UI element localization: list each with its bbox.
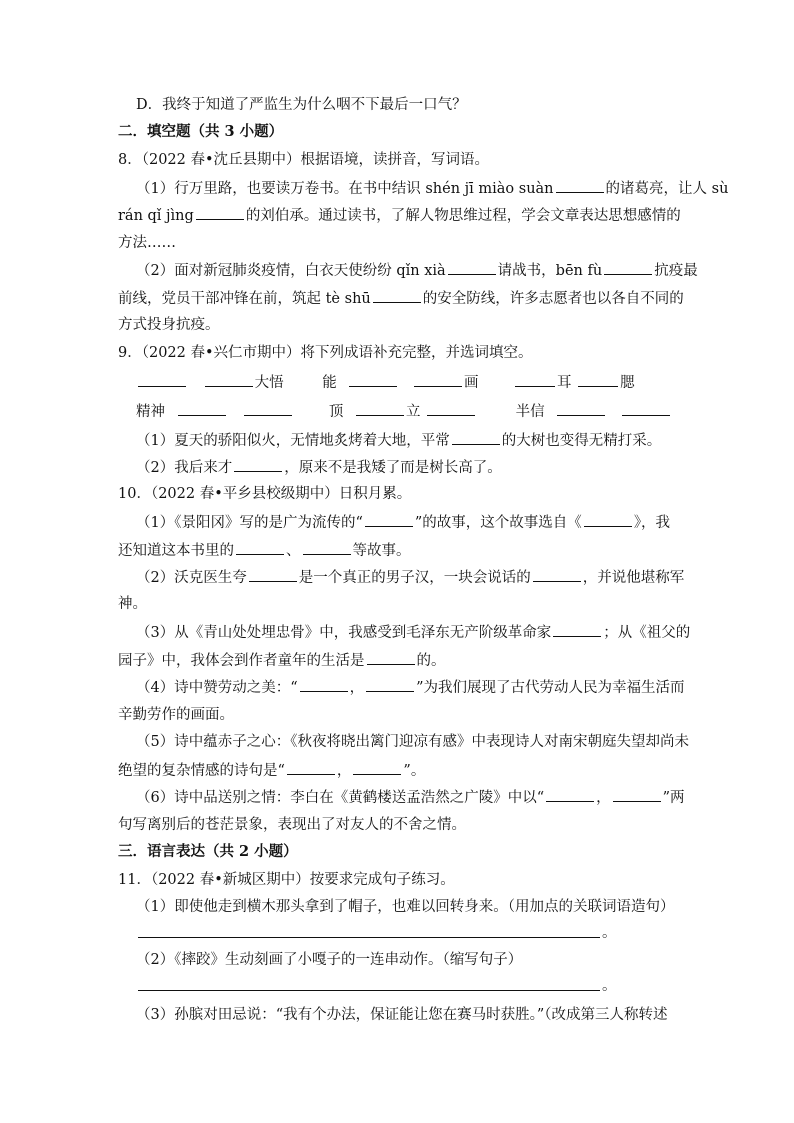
- text: 请战书，bēn fù: [497, 263, 603, 279]
- text: ”为我们展现了古代劳动人民为幸福生活而: [416, 680, 685, 696]
- question-10-2-line-2: 神。: [118, 596, 147, 612]
- idiom-row-2: [136, 401, 672, 422]
- text: 抗疫最: [654, 263, 698, 279]
- question-10-5-line-2: [118, 760, 425, 781]
- idiom-part: 能: [322, 375, 337, 391]
- question-8-1-line-3: 方法……: [118, 235, 176, 251]
- answer-blank[interactable]: [353, 760, 401, 775]
- text: （1）行万里路，也要读万卷书。在书中结识 shén jī miào suàn: [136, 181, 554, 197]
- question-11-3: （3）孙膑对田忌说：“我有个办法，保证能让您在赛马时获胜。”（改成第三人称转述: [136, 1007, 668, 1023]
- question-10-6-line-1: [136, 787, 685, 808]
- text: （2）面对新冠肺炎疫情，白衣天使纷纷 qǐn xià: [136, 263, 446, 279]
- question-8-1-line-2: [118, 205, 681, 226]
- text: （2）沃克医生夸: [136, 570, 247, 586]
- text: 》，我: [633, 515, 671, 531]
- question-10-5-line-1: （5）诗中蕴赤子之心：《秋夜将晓出篱门迎凉有感》中表现诗人对南宋朝庭失望却尚未: [136, 734, 689, 750]
- answer-blank[interactable]: [366, 677, 414, 692]
- text: （6）诗中品送别之情：李白在《黄鹤楼送孟浩然之广陵》中以“: [136, 790, 545, 806]
- question-10-4-line-2: 辛勤劳作的画面。: [118, 707, 234, 723]
- question-10-4-line-1: [136, 677, 685, 698]
- answer-blank[interactable]: [578, 372, 618, 387]
- answer-line-end: 。: [602, 925, 617, 941]
- answer-line[interactable]: [138, 989, 600, 991]
- question-9-stem: 9．（2022 春•兴仁市期中）将下列成语补充完整，并选词填空。: [118, 345, 533, 361]
- question-8-1-line-1: [136, 178, 728, 199]
- answer-blank[interactable]: [448, 260, 496, 275]
- answer-blank[interactable]: [373, 288, 421, 303]
- question-9-2: [136, 457, 502, 478]
- question-10-1-line-2: [118, 540, 411, 561]
- answer-blank[interactable]: [244, 401, 292, 416]
- answer-blank[interactable]: [138, 372, 186, 387]
- text: 园子》中，我体会到作者童年的生活是: [118, 653, 365, 669]
- answer-blank[interactable]: [178, 401, 226, 416]
- answer-blank[interactable]: [553, 622, 601, 637]
- question-10-2-line-1: [136, 567, 684, 588]
- answer-blank[interactable]: [249, 567, 297, 582]
- text: rán qǐ jìng: [118, 208, 194, 224]
- answer-blank[interactable]: [556, 178, 604, 193]
- text: ，: [596, 790, 611, 806]
- question-11-1: （1）即使他走到横木那头拿到了帽子，也难以回转身来。（用加点的关联词语造句）: [136, 899, 675, 915]
- text: （4）诗中赞劳动之美：“: [136, 680, 298, 696]
- text: 等故事。: [352, 543, 411, 559]
- answer-blank[interactable]: [533, 567, 581, 582]
- idiom-part: 半信: [515, 404, 545, 420]
- text: （1）《景阳冈》写的是广为流传的“: [136, 515, 363, 531]
- text: ，: [336, 763, 352, 779]
- answer-blank[interactable]: [546, 787, 594, 802]
- text: ，: [349, 680, 365, 696]
- idiom-part: 精神: [136, 404, 165, 420]
- text: 前线，党员干部冲锋在前，筑起 tè shū: [118, 291, 371, 307]
- answer-blank[interactable]: [557, 401, 605, 416]
- question-8-stem: 8．（2022 春•沈丘县期中）根据语境，读拼音，写词语。: [118, 152, 490, 168]
- idiom-part: 腮: [620, 375, 635, 391]
- question-10-stem: 10．（2022 春•平乡县校级期中）日积月累。: [118, 486, 412, 502]
- answer-blank[interactable]: [300, 677, 348, 692]
- idiom-part: 画: [463, 375, 479, 391]
- text: 、: [286, 543, 301, 559]
- question-8-2-line-3: 方式投身抗疫。: [118, 317, 220, 333]
- text: （1）夏天的骄阳似火，无情地炙烤着大地，平常: [136, 433, 450, 449]
- text: （3）从《青山处处埋忠骨》中，我感受到毛泽东无产阶级革命家: [136, 625, 552, 641]
- answer-blank[interactable]: [613, 787, 661, 802]
- text: 绝望的复杂情感的诗句是“: [118, 763, 285, 779]
- answer-blank[interactable]: [427, 401, 475, 416]
- text: 是一个真正的男子汉，一块会说话的: [298, 570, 531, 586]
- answer-blank[interactable]: [515, 372, 555, 387]
- question-10-6-line-2: 句写离别后的苍茫景象，表现出了对友人的不舍之情。: [118, 817, 466, 833]
- answer-blank[interactable]: [584, 512, 632, 527]
- answer-blank[interactable]: [414, 372, 462, 387]
- question-10-3-line-1: [136, 622, 690, 643]
- answer-blank[interactable]: [365, 512, 413, 527]
- answer-line-end: 。: [602, 978, 617, 994]
- question-11-2: （2）《摔跤》生动刻画了小嘎子的一连串动作。（缩写句子）: [136, 952, 523, 968]
- idiom-part: 耳: [557, 375, 572, 391]
- section-heading-language: 三．语言表达（共 2 小题）: [118, 843, 298, 860]
- question-10-1-line-1: [136, 512, 670, 533]
- idiom-part: 立: [405, 404, 421, 420]
- question-10-3-line-2: [118, 650, 446, 671]
- answer-line[interactable]: [138, 936, 600, 938]
- idiom-row-1: [136, 372, 635, 393]
- text: 的安全防线，许多志愿者也以各自不同的: [422, 291, 684, 307]
- text: 的大树也变得无精打采。: [501, 433, 662, 449]
- answer-blank[interactable]: [452, 430, 500, 445]
- question-11-stem: 11．（2022 春•新城区期中）按要求完成句子练习。: [118, 872, 455, 888]
- answer-blank[interactable]: [205, 372, 253, 387]
- idiom-part: 大悟: [254, 375, 284, 391]
- answer-blank[interactable]: [622, 401, 670, 416]
- text: ”。: [403, 763, 426, 779]
- answer-blank[interactable]: [356, 401, 404, 416]
- text: ”的故事，这个故事选自《: [414, 515, 582, 531]
- text: 的诸葛亮，让人 sù: [605, 181, 729, 197]
- answer-blank[interactable]: [349, 372, 397, 387]
- text: 的刘伯承。通过读书，了解人物思维过程，学会文章表达思想感情的: [245, 208, 681, 224]
- text: 还知道这本书里的: [118, 543, 234, 559]
- question-9-1: [136, 430, 661, 451]
- idiom-part: 顶: [328, 404, 344, 420]
- section-heading-fill-in: 二．填空题（共 3 小题）: [118, 123, 284, 140]
- answer-blank[interactable]: [604, 260, 652, 275]
- answer-blank[interactable]: [196, 205, 244, 220]
- question-8-2-line-2: [118, 288, 684, 309]
- text: ；从《祖父的: [603, 625, 691, 641]
- text: 的。: [416, 653, 446, 669]
- text: ，原来不是我矮了而是树长高了。: [284, 460, 502, 476]
- answer-blank[interactable]: [236, 540, 284, 555]
- question-8-2-line-1: [136, 260, 698, 281]
- answer-blank[interactable]: [234, 457, 282, 472]
- answer-blank[interactable]: [303, 540, 351, 555]
- text: （2）我后来才: [136, 460, 233, 476]
- answer-blank[interactable]: [367, 650, 415, 665]
- option-d: D．我终于知道了严监生为什么咽不下最后一口气？: [136, 97, 467, 113]
- text: ”两: [662, 790, 685, 806]
- answer-blank[interactable]: [287, 760, 335, 775]
- text: ，并说他堪称军: [582, 570, 685, 586]
